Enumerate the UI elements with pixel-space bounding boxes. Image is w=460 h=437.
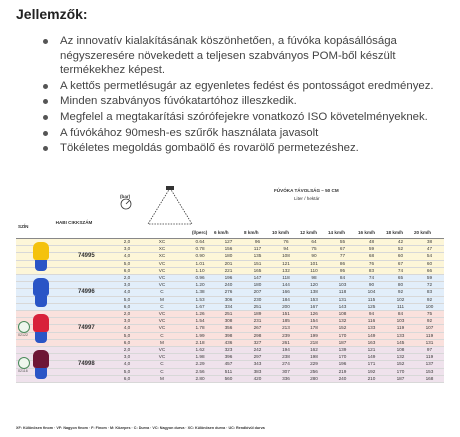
table-cell: 0.96: [186, 275, 214, 282]
code-cell: [54, 296, 116, 303]
table-cell: 297: [243, 354, 272, 361]
table-cell: 196: [214, 275, 243, 282]
table-cell: 165: [243, 267, 272, 274]
table-cell: 6,0: [116, 267, 138, 274]
feature-item: Minden szabványos fúvókatartóhoz illeszkedik.: [40, 94, 456, 109]
table-cell: 77: [328, 253, 357, 260]
table-cell: 398: [214, 332, 243, 339]
table-cell: 170: [328, 354, 357, 361]
table-cell: 229: [300, 361, 328, 368]
table-cell: 72: [415, 282, 444, 289]
table-cell: 98: [300, 275, 328, 282]
product-code: 74997: [78, 324, 95, 331]
table-cell: 334: [214, 303, 243, 310]
table-cell: 149: [357, 332, 386, 339]
table-row: [16, 375, 444, 382]
nozzle-icon: [33, 242, 49, 271]
table-cell: 67: [328, 246, 357, 253]
table-cell: 2.56: [186, 368, 214, 375]
table-cell: 103: [386, 318, 415, 325]
table-cell: 84: [328, 275, 357, 282]
table-cell: 5,0: [116, 296, 138, 303]
nozzle-body: [33, 242, 49, 260]
table-cell: 187: [386, 375, 415, 382]
table-cell: 90: [300, 253, 328, 260]
table-cell: 4,0: [116, 289, 138, 296]
table-cell: 230: [243, 296, 272, 303]
code-cell: [54, 267, 116, 274]
table-cell: 153: [300, 296, 328, 303]
header-speed: 8 km/h: [244, 230, 259, 235]
table-cell: 145: [386, 339, 415, 346]
table-cell: 118: [272, 275, 300, 282]
table-cell: 3,0: [116, 318, 138, 325]
table-cell: M: [138, 339, 186, 346]
table-cell: 52: [386, 246, 415, 253]
table-cell: C: [138, 368, 186, 375]
table-cell: 1.26: [186, 311, 214, 318]
table-row: [16, 332, 444, 339]
table-cell: 118: [328, 289, 357, 296]
spray-pattern-icon: [144, 186, 196, 227]
table-cell: 60: [415, 260, 444, 267]
table-cell: 137: [415, 361, 444, 368]
nozzle-icon: [33, 314, 49, 343]
table-cell: 156: [214, 246, 243, 253]
table-cell: 64: [300, 239, 328, 246]
table-cell: 274: [272, 361, 300, 368]
table-cell: 127: [214, 239, 243, 246]
header-speed: 6 km/h: [214, 230, 229, 235]
table-cell: 192: [357, 368, 386, 375]
table-cell: 213: [272, 325, 300, 332]
table-cell: 125: [357, 303, 386, 310]
feature-item: Tökéletes megoldás gombaölő és rovarölő permetezéshez.: [40, 141, 456, 156]
table-row: [16, 260, 444, 267]
table-row: [16, 303, 444, 310]
header-color: SZÍN: [18, 224, 29, 229]
table-cell: 436: [214, 339, 243, 346]
table-cell: 107: [415, 325, 444, 332]
table-cell: 84: [386, 311, 415, 318]
table-row: [16, 267, 444, 274]
table-cell: 90: [357, 282, 386, 289]
certification-logo-icon: [18, 321, 30, 333]
table-cell: 167: [300, 303, 328, 310]
table-cell: 83: [415, 289, 444, 296]
table-cell: 6,0: [116, 303, 138, 310]
table-cell: 94: [272, 246, 300, 253]
code-cell: [54, 239, 116, 246]
table-cell: 116: [357, 318, 386, 325]
table-cell: 4,0: [116, 253, 138, 260]
table-cell: 383: [243, 368, 272, 375]
table-cell: 251: [214, 311, 243, 318]
table-cell: 152: [386, 361, 415, 368]
nozzle-body: [33, 350, 49, 368]
table-cell: 457: [214, 361, 243, 368]
table-cell: 166: [272, 289, 300, 296]
table-cell: 218: [300, 339, 328, 346]
code-cell: [54, 332, 116, 339]
table-cell: VC: [138, 325, 186, 332]
table-cell: 132: [272, 267, 300, 274]
table-cell: 131: [415, 339, 444, 346]
table-cell: 138: [300, 289, 328, 296]
certification-code: 02116: [18, 368, 28, 373]
table-cell: 38: [415, 239, 444, 246]
table-cell: 178: [300, 325, 328, 332]
header-speed: 18 km/h: [386, 230, 404, 235]
table-cell: 1.98: [186, 354, 214, 361]
table-cell: 1.67: [186, 303, 214, 310]
table-cell: 1.99: [186, 332, 214, 339]
table-cell: 143: [328, 303, 357, 310]
table-cell: 2,0: [116, 347, 138, 354]
table-cell: 47: [415, 246, 444, 253]
table-row: [16, 239, 444, 246]
table-cell: 420: [243, 375, 272, 382]
table-cell: VC: [138, 282, 186, 289]
header-speed: 12 km/h: [300, 230, 318, 235]
code-cell: [54, 375, 116, 382]
table-cell: 92: [415, 318, 444, 325]
table-cell: 1.62: [186, 347, 214, 354]
table-cell: 55: [328, 239, 357, 246]
table-cell: 2.18: [186, 339, 214, 346]
feature-item: A kettős permetlésugár az egyenletes fedést és pontosságot eredményez.: [40, 79, 456, 94]
product-code: 74996: [78, 288, 95, 295]
table-cell: 1.54: [186, 318, 214, 325]
code-cell: [54, 368, 116, 375]
table-cell: 210: [357, 375, 386, 382]
table-cell: 2.29: [186, 361, 214, 368]
table-cell: VC: [138, 354, 186, 361]
table-cell: 65: [386, 275, 415, 282]
table-cell: 132: [328, 318, 357, 325]
table-cell: 5,0: [116, 368, 138, 375]
table-cell: 511: [214, 368, 243, 375]
table-cell: VC: [138, 275, 186, 282]
table-cell: 0.78: [186, 246, 214, 253]
table-cell: 97: [415, 347, 444, 354]
pressure-gauge-icon: [120, 198, 132, 211]
code-cell: [54, 260, 116, 267]
table-cell: 0.64: [186, 239, 214, 246]
table-cell: 66: [415, 267, 444, 274]
table-cell: XC: [138, 246, 186, 253]
product-code: 74995: [78, 252, 95, 259]
table-cell: 219: [328, 368, 357, 375]
code-cell: [54, 339, 116, 346]
table-cell: 68: [357, 253, 386, 260]
table-cell: VC: [138, 347, 186, 354]
table-cell: 396: [214, 354, 243, 361]
table-cell: M: [138, 375, 186, 382]
header-lpm: (l/perc): [192, 230, 208, 235]
table-cell: 67: [386, 260, 415, 267]
table-cell: 343: [243, 361, 272, 368]
feature-item: Az innovatív kialakításának köszönhetően, a fúvóka kopásállósága négyszeresére növekedett a teljesen szabványos POM-ből készült termékekhez képest.: [40, 34, 456, 78]
table-cell: 95: [328, 267, 357, 274]
table-cell: 86: [328, 260, 357, 267]
table-cell: 3,0: [116, 354, 138, 361]
table-header: [16, 184, 444, 239]
table-cell: 240: [214, 282, 243, 289]
code-cell: [54, 303, 116, 310]
table-cell: VC: [138, 267, 186, 274]
table-cell: 2,0: [116, 311, 138, 318]
table-cell: 144: [272, 282, 300, 289]
table-cell: 149: [357, 354, 386, 361]
table-cell: 74: [357, 275, 386, 282]
certification-logo-icon: [18, 357, 30, 369]
table-cell: 2,0: [116, 239, 138, 246]
table-row: [16, 368, 444, 375]
table-cell: 168: [415, 375, 444, 382]
header-group: FÚVÓKA TÁVOLSÁG – 50 CM: [274, 188, 339, 193]
table-cell: 200: [272, 303, 300, 310]
code-cell: [54, 347, 116, 354]
nozzle-body: [33, 278, 49, 296]
table-cell: 2,0: [116, 275, 138, 282]
table-cell: 126: [300, 311, 328, 318]
table-cell: 6,0: [116, 375, 138, 382]
table-cell: 108: [272, 253, 300, 260]
table-cell: 115: [357, 296, 386, 303]
table-cell: 75: [415, 311, 444, 318]
table-cell: 298: [243, 332, 272, 339]
feature-list: [40, 34, 456, 157]
table-cell: 100: [415, 303, 444, 310]
table-cell: 185: [272, 318, 300, 325]
table-cell: 187: [328, 339, 357, 346]
table-cell: 307: [272, 368, 300, 375]
code-cell: [54, 275, 116, 282]
table-cell: 323: [214, 347, 243, 354]
table-cell: 103: [328, 282, 357, 289]
table-cell: 3,0: [116, 246, 138, 253]
table-row: [16, 347, 444, 354]
table-cell: 108: [328, 311, 357, 318]
table-cell: 4,0: [116, 361, 138, 368]
header-speed: 14 km/h: [328, 230, 346, 235]
table-cell: 121: [357, 347, 386, 354]
table-cell: 119: [415, 354, 444, 361]
table-row: [16, 339, 444, 346]
table-cell: 132: [386, 354, 415, 361]
table-cell: 59: [415, 275, 444, 282]
nozzle-base: [35, 368, 47, 379]
legend-footer: XF: Különösen finom · VF: Nagyon finom · F: Finom · M: Közepes · C: Durva · VC: Nagyon durva · XC: Különösen durva · UC: Rendkívül durva: [16, 426, 265, 430]
table-cell: 170: [386, 368, 415, 375]
table-cell: 267: [243, 325, 272, 332]
table-cell: 147: [243, 275, 272, 282]
table-cell: 170: [328, 332, 357, 339]
table-cell: 1.01: [186, 260, 214, 267]
table-cell: 184: [272, 296, 300, 303]
header-speed: 10 km/h: [272, 230, 290, 235]
table-cell: 180: [214, 253, 243, 260]
table-cell: 117: [243, 246, 272, 253]
table-cell: 1.10: [186, 267, 214, 274]
table-cell: 135: [243, 253, 272, 260]
table-cell: 4,0: [116, 325, 138, 332]
table-cell: 76: [357, 260, 386, 267]
table-cell: 131: [328, 296, 357, 303]
table-cell: 6,0: [116, 339, 138, 346]
table-cell: 3,0: [116, 282, 138, 289]
table-cell: 306: [214, 296, 243, 303]
table-cell: 110: [300, 267, 328, 274]
table-cell: 119: [415, 332, 444, 339]
table-cell: C: [138, 361, 186, 368]
table-cell: 92: [415, 296, 444, 303]
table-row: [16, 275, 444, 282]
table-cell: XC: [138, 239, 186, 246]
table-row: [16, 296, 444, 303]
table-cell: 356: [214, 325, 243, 332]
table-cell: 251: [243, 303, 272, 310]
table-cell: 242: [243, 347, 272, 354]
table-cell: 59: [357, 246, 386, 253]
table-cell: 180: [243, 282, 272, 289]
table-cell: 101: [300, 260, 328, 267]
table-cell: 94: [357, 311, 386, 318]
table-cell: 48: [357, 239, 386, 246]
table-cell: 5,0: [116, 260, 138, 267]
table-cell: 308: [214, 318, 243, 325]
table-cell: 1.53: [186, 296, 214, 303]
header-group-sub: Liter / hektár: [294, 196, 320, 201]
table-cell: 280: [300, 375, 328, 382]
table-cell: 171: [357, 361, 386, 368]
table-cell: 276: [214, 289, 243, 296]
table-cell: 1.20: [186, 282, 214, 289]
table-cell: 194: [272, 347, 300, 354]
table-cell: 104: [357, 289, 386, 296]
table-cell: 133: [386, 332, 415, 339]
section-title: Jellemzők:: [16, 6, 88, 22]
table-cell: C: [138, 332, 186, 339]
table-cell: 75: [300, 246, 328, 253]
table-cell: 54: [415, 253, 444, 260]
table-cell: 151: [243, 260, 272, 267]
table-cell: 196: [328, 361, 357, 368]
table-cell: 560: [214, 375, 243, 382]
table-cell: 153: [415, 368, 444, 375]
table-cell: C: [138, 289, 186, 296]
table-cell: 111: [386, 303, 415, 310]
table-cell: 1.78: [186, 325, 214, 332]
table-cell: 154: [300, 318, 328, 325]
table-cell: 102: [386, 296, 415, 303]
table-cell: 92: [386, 289, 415, 296]
table-cell: 96: [243, 239, 272, 246]
nozzle-base: [35, 332, 47, 343]
table-cell: 199: [300, 332, 328, 339]
table-cell: 162: [300, 347, 328, 354]
table-cell: 221: [214, 267, 243, 274]
table-cell: 231: [243, 318, 272, 325]
nozzle-base: [35, 296, 47, 307]
table-cell: VC: [138, 260, 186, 267]
certification-code: 02122: [18, 332, 28, 337]
table-cell: 240: [328, 375, 357, 382]
table-row: [16, 311, 444, 318]
table-cell: 261: [272, 339, 300, 346]
table-cell: 108: [386, 347, 415, 354]
nozzle-icon: [33, 350, 49, 379]
table-cell: 121: [272, 260, 300, 267]
table-cell: 256: [300, 368, 328, 375]
nozzle-body: [33, 314, 49, 332]
table-cell: 133: [357, 325, 386, 332]
product-code: 74998: [78, 360, 95, 367]
nozzle-icon: [33, 278, 49, 307]
table-cell: 1.38: [186, 289, 214, 296]
table-cell: 152: [328, 325, 357, 332]
table-cell: 42: [386, 239, 415, 246]
table-cell: 0.90: [186, 253, 214, 260]
code-cell: [54, 311, 116, 318]
table-cell: VC: [138, 318, 186, 325]
table-cell: M: [138, 296, 186, 303]
feature-item: Megfelel a megtakarítási szórófejekre vonatkozó ISO követelményeknek.: [40, 110, 456, 125]
table-cell: 336: [272, 375, 300, 382]
table-cell: XC: [138, 253, 186, 260]
table-cell: 189: [243, 311, 272, 318]
table-cell: 207: [243, 289, 272, 296]
table-cell: 60: [386, 253, 415, 260]
nozzle-base: [35, 260, 47, 271]
table-cell: C: [138, 303, 186, 310]
table-cell: 83: [357, 267, 386, 274]
table-cell: 2.80: [186, 375, 214, 382]
table-cell: 327: [243, 339, 272, 346]
header-bar: (bar): [120, 194, 131, 199]
table-cell: 198: [300, 354, 328, 361]
table-cell: 5,0: [116, 332, 138, 339]
table-cell: 74: [386, 267, 415, 274]
table-cell: 119: [386, 325, 415, 332]
table-cell: VC: [138, 311, 186, 318]
table-cell: 120: [300, 282, 328, 289]
table-cell: 163: [357, 339, 386, 346]
table-cell: 139: [328, 347, 357, 354]
table-cell: 238: [272, 354, 300, 361]
header-speed: 20 km/h: [414, 230, 432, 235]
table-cell: 76: [272, 239, 300, 246]
table-cell: 80: [386, 282, 415, 289]
table-cell: 239: [272, 332, 300, 339]
table-cell: 151: [272, 311, 300, 318]
table-cell: 201: [214, 260, 243, 267]
feature-item: A fúvókához 90mesh-es szűrők használata javasolt: [40, 126, 456, 141]
spec-table: [16, 184, 444, 383]
header-code: HABI CIKKSZÁM: [55, 220, 93, 225]
header-speed: 16 km/h: [358, 230, 376, 235]
